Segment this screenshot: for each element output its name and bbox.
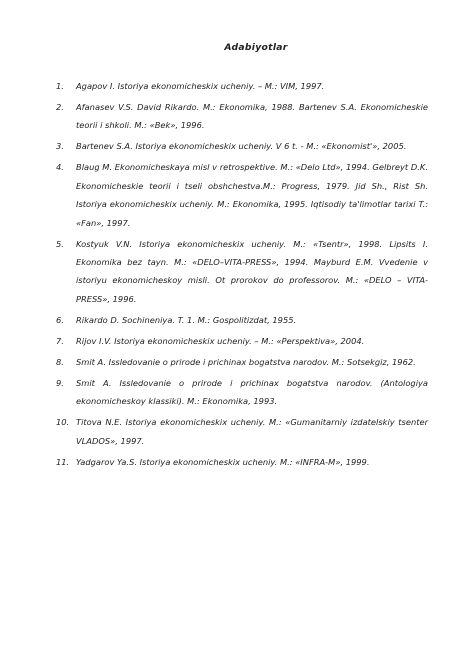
reference-text: Blaug M. Ekonomicheskaya misl v retrospektive. M.: «Delo Ltd», 1994. Gelbreyt D.K. Ekonomicheskie teorii i tseli obshchestva.M.: Progress, 1979. Jid Sh., Rist Sh. Istoriya ekonomicheskix ucheniy. M.: Ekonomika, 1995. Iqtisodiy ta'limotlar tarixi T.: «Fan», 1997. bbox=[76, 162, 428, 228]
reference-item bbox=[56, 374, 428, 411]
reference-item bbox=[56, 235, 428, 309]
reference-number: 11. bbox=[56, 456, 70, 467]
reference-text: Smit A. Issledovanie o prirode i prichinax bogatstva narodov. (Antologiya ekonomicheskoy klassiki). M.: Ekonomika, 1993. bbox=[76, 377, 428, 407]
reference-number: 6. bbox=[56, 314, 64, 325]
reference-number: 10. bbox=[56, 417, 70, 428]
page-title: Adabiyotlar bbox=[224, 42, 288, 53]
reference-item bbox=[56, 137, 428, 155]
reference-item bbox=[56, 158, 428, 232]
reference-text: Smit A. Issledovanie o prirode i prichinax bogatstva narodov. M.: Sotsekgiz, 1962. bbox=[76, 356, 416, 367]
reference-text: Afanasev V.S. David Rikardo. M.: Ekonomika, 1988. Bartenev S.A. Ekonomicheskie teorii i shkoli. M.: «Bek», 1996. bbox=[76, 102, 428, 131]
reference-number: 9. bbox=[56, 377, 64, 388]
reference-text: Bartenev S.A. Istoriya ekonomicheskix ucheniy. V 6 t. - M.: «Ekonomist'», 2005. bbox=[76, 141, 407, 152]
reference-number: 2. bbox=[56, 102, 64, 112]
reference-number: 4. bbox=[56, 162, 64, 173]
reference-item bbox=[56, 311, 428, 329]
reference-number: 8. bbox=[56, 356, 64, 367]
reference-item bbox=[56, 332, 428, 350]
reference-text: Agapov I. Istoriya ekonomicheskix ucheniy. – M.: VIM, 1997. bbox=[76, 81, 325, 91]
reference-item bbox=[56, 353, 428, 371]
reference-text: Kostyuk V.N. Istoriya ekonomicheskix ucheniy. M.: «Tsentr», 1998. Lipsits I. Ekonomika bez tayn. M.: «DELO–VITA-PRESS», 1994. Mayburd E.M. Vvedenie v istoriyu ekonomicheskoy misli. Ot prorokov do professorov. M.: «DELO – VITA-PRESS», 1996. bbox=[76, 238, 428, 304]
reference-item bbox=[56, 77, 428, 95]
reference-item bbox=[56, 413, 428, 450]
reference-item bbox=[56, 98, 428, 135]
reference-number: 5. bbox=[56, 238, 64, 249]
reference-item bbox=[56, 453, 428, 471]
reference-number: 1. bbox=[56, 81, 64, 91]
reference-text: Rijov I.V. Istoriya ekonomicheskix ucheniy. – M.: «Perspektiva», 2004. bbox=[76, 335, 365, 346]
reference-text: Titova N.E. Istoriya ekonomicheskix ucheniy. M.: «Gumanitarniy izdatelskiy tsenter VLADOS», 1997. bbox=[76, 417, 428, 446]
reference-text: Rikardo D. Sochineniya. T. 1. M.: Gospolitizdat, 1955. bbox=[76, 314, 297, 325]
reference-number: 3. bbox=[56, 141, 64, 152]
reference-number: 7. bbox=[56, 335, 64, 346]
reference-list bbox=[56, 77, 428, 471]
reference-text: Yadgarov Ya.S. Istoriya ekonomicheskix ucheniy. M.: «INFRA-M», 1999. bbox=[76, 456, 370, 467]
